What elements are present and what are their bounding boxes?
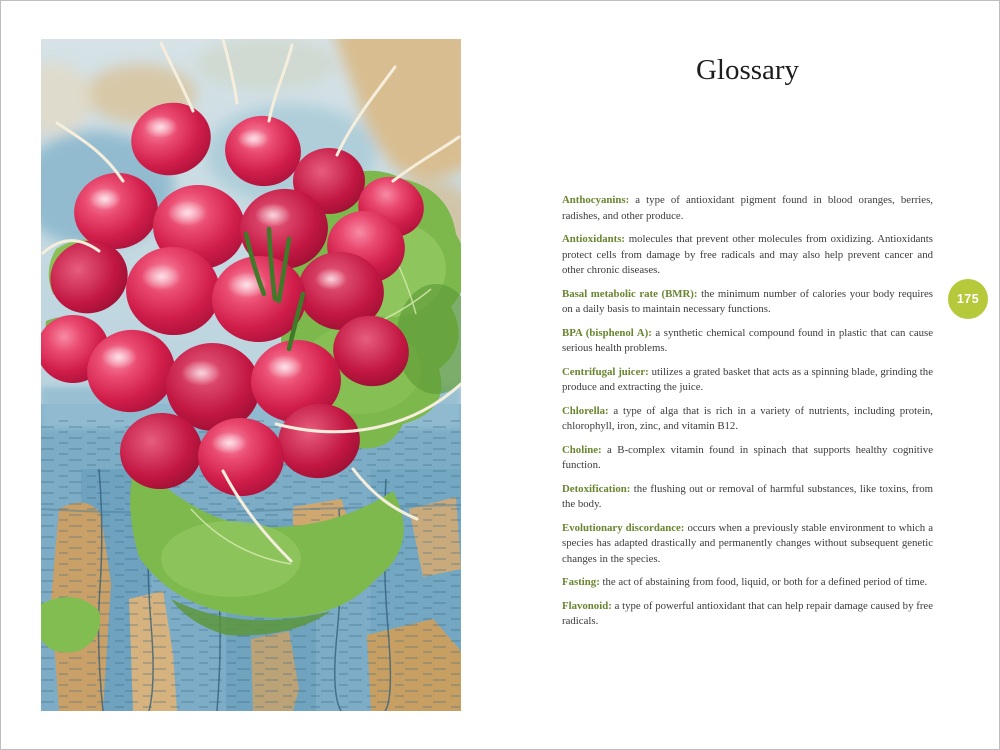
glossary-term: Centrifugal juicer:: [562, 365, 649, 378]
page-number: 175: [956, 292, 980, 306]
glossary-definition: a B-complex vitamin found in spinach that supports healthy cognitive function.: [562, 443, 933, 471]
glossary-entry: [562, 193, 933, 224]
glossary-term: Evolutionary discordance:: [562, 521, 685, 534]
glossary-entry: [562, 404, 933, 435]
glossary-definition: a type of alga that is rich in a variety of nutrients, including protein, chlorophyll, iron, zinc, and vitamin B12.: [562, 404, 933, 432]
radish-photo: [41, 39, 461, 711]
glossary-definition: a synthetic chemical compound found in plastic that can cause serious health problems.: [562, 326, 934, 354]
glossary-term: Anthocyanins:: [562, 194, 630, 206]
glossary-definition: a type of powerful antioxidant that can help repair damage caused by free radicals.: [562, 599, 933, 627]
glossary-entry: [562, 326, 933, 357]
glossary-definition: a type of antioxidant pigment found in blood oranges, berries, radishes, and other produce.: [562, 194, 933, 222]
glossary-definition: the act of abstaining from food, liquid, or both for a defined period of time.: [602, 576, 928, 588]
glossary-term: Antioxidants:: [562, 233, 625, 245]
glossary-term: Detoxification:: [562, 482, 631, 495]
glossary-list: [562, 193, 933, 638]
glossary-definition: molecules that prevent other molecules from oxidizing. Antioxidants protect cells from damage by free radicals and may also help prevent cancer and other chronic diseases.: [562, 233, 933, 276]
glossary-term: BPA (bisphenol A):: [562, 326, 652, 339]
glossary-definition: utilizes a grated basket that acts as a spinning blade, grinding the produce and extracting the juice.: [562, 365, 933, 393]
glossary-entry: [562, 232, 933, 279]
glossary-term: Choline:: [562, 443, 602, 456]
glossary-definition: occurs when a previously stable environment to which a species has adapted drastically and permanently changes without subsequent genetic changes in the species.: [562, 521, 933, 565]
glossary-term: Flavonoid:: [562, 599, 612, 612]
glossary-definition: the flushing out or removal of harmful substances, like toxins, from the body.: [562, 482, 934, 510]
glossary-entry: [562, 521, 933, 568]
glossary-entry: [562, 365, 933, 396]
glossary-entry: [562, 482, 933, 513]
glossary-entry: [562, 287, 933, 318]
glossary-term: Chlorella:: [562, 404, 609, 417]
radish-photo-illustration: [41, 39, 461, 711]
glossary-definition: the minimum number of calories your body requires on a daily basis to maintain necessary functions.: [562, 287, 934, 315]
glossary-term: Basal metabolic rate (BMR):: [562, 287, 698, 300]
glossary-entry: [562, 599, 933, 630]
glossary-entry: [562, 443, 933, 474]
page-number-badge: [948, 279, 988, 319]
glossary-entry: [562, 575, 933, 591]
glossary-term: Fasting:: [562, 576, 600, 588]
page-title: Glossary: [695, 54, 800, 86]
